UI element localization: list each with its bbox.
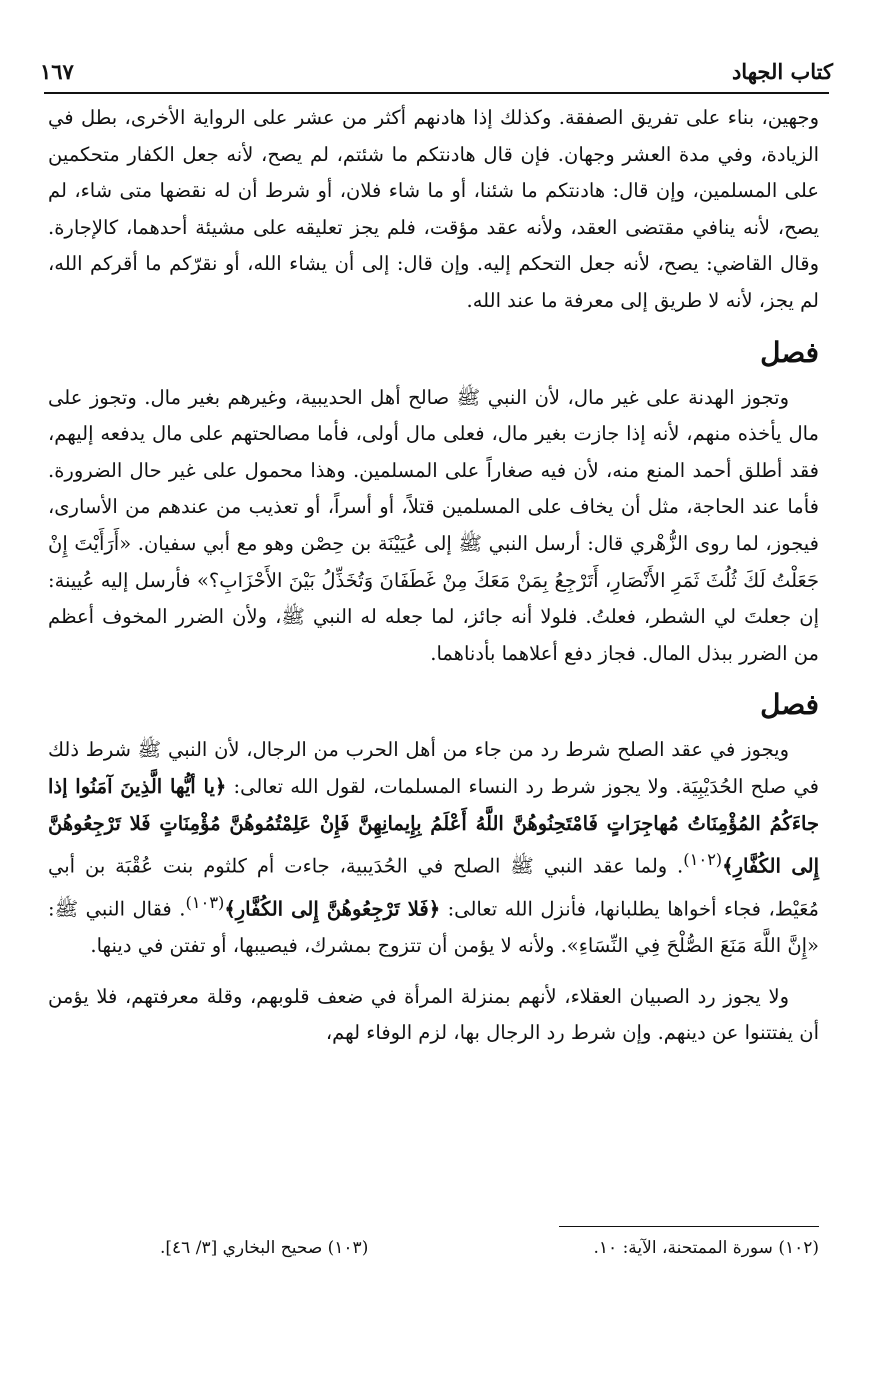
footnotes: [160, 1233, 819, 1263]
paragraph-3-text-c: . فقال النبي ﷺ: «إِنَّ اللَّهَ مَنَعَ الصُّلْحَ فِي النِّسَاءِ». ولأنه لا يؤمن أن تتزوج بمشرك، فيصيبها، أو تفتن في دينها.: [48, 897, 819, 958]
footnote-ref-103: (١٠٣): [185, 893, 225, 913]
page-header: [40, 38, 833, 84]
paragraph-3-text-b: . ولما عقد النبي ﷺ الصلح في الحُدَيبية، جاءت أم كلثوم بنت عُقْبَة بن أبي مُعَيْط، فجاء أخواها يطلبانها، فأنزل الله تعالى:: [48, 854, 819, 921]
section-title-2: فصل: [760, 688, 819, 722]
book-title: كتاب الجهاد: [731, 59, 833, 84]
paragraph-4: ولا يجوز رد الصبيان العقلاء، لأنهم بمنزلة المرأة في ضعف قلوبهم، وقلة معرفتهم، فلا يؤمن أن يفتتنوا عن دينهم. وإن شرط رد الرجال بها، لزم الوفاء لهم،: [48, 984, 819, 1045]
footnote-103: (١٠٣) صحيح البخاري [٣/ ٤٦].: [160, 1238, 369, 1258]
page-body: [48, 100, 819, 1052]
quran-verse-1: ﴿يا أيُّها الَّذِينَ آمَنُوا إذا جاءَكُمُ المُؤْمِنَاتُ مُهاجِرَاتٍ فَامْتَحِنُوهُنَّ اللَّهُ أَعْلَمُ بِإِيمانِهِنَّ فَإِنْ عَلِمْتُمُوهُنَّ مُؤْمِنَاتٍ فَلا تَرْجِعُوهُنَّ إِلى الكُفَّارِ﴾: [48, 774, 820, 878]
header-divider: [44, 92, 829, 94]
paragraph-3-text-a: ويجوز في عقد الصلح شرط رد من جاء من أهل الحرب من الرجال، لأن النبي ﷺ شرط ذلك في صلح الحُدَيْبِيَة. ولا يجوز شرط رد النساء المسلمات، لقول الله تعالى:: [48, 738, 819, 798]
footnote-divider: [559, 1226, 819, 1227]
paragraph-gap: [48, 965, 819, 979]
paragraph-3: [48, 732, 819, 965]
section-title-1: فصل: [760, 335, 819, 369]
quran-verse-2: ﴿فَلا تَرْجِعُوهُنَّ إِلى الكُفَّارِ﴾: [224, 897, 441, 921]
footnote-102: (١٠٢) سورة الممتحنة، الآية: ١٠.: [593, 1238, 819, 1258]
footnote-ref-102: (١٠٢): [683, 850, 723, 870]
paragraph-1: وجهين، بناء على تفريق الصفقة. وكذلك إذا هادنهم أكثر من عشر على الرواية الأخرى، بطل في الزيادة، وفي مدة العشر وجهان. فإن قال هادنتكم ما شئتم، لم يصح، لأنه جعل الكفار متحكمين على المسلمين، وإن قال: هادنتكم ما شئنا، أو ما شاء فلان، أو شرط أن له نقضها متى شاء، لم يصح، لأنه ينافي مقتضى العقد، ولأنه عقد مؤقت، فلم يجز تعليقه على مشيئة أحدهما، كالإجارة. وقال القاضي: يصح، لأنه جعل التحكم إليه. وإن قال: إلى أن يشاء الله، أو نقرّكم ما أقركم الله، لم يجز، لأنه لا طريق إلى معرفة ما عند الله.: [48, 106, 819, 312]
paragraph-2: وتجوز الهدنة على غير مال، لأن النبي ﷺ صالح أهل الحديبية، وغيرهم بغير مال. وتجوز على مال يأخذه منهم، لأنه إذا جازت بغير مال، فعلى مال أولى، فأما مصالحتهم على مال يدفعه إليهم، فقد أطلق أحمد المنع منه، لأن فيه صغاراً على المسلمين. وهذا محمول على غير حال الضرورة. فأما عند الحاجة، مثل أن يخاف على المسلمين قتلاً، أو أسراً، أو تعذيب من عندهم من الأسارى، فيجوز، لما روى الزُّهْري قال: أرسل النبي ﷺ إلى عُيَيْنَة بن حِصْن وهو مع أبي سفيان. «أَرَأَيْتَ إِنْ جَعَلْتُ لَكَ ثُلُثَ ثَمَرِ الأَنْصَارِ، أَتَرْجِعُ بِمَنْ مَعَكَ مِنْ غَطَفَانَ وَتُخَذِّلُ بَيْنَ الأَحْزَابِ؟» فأرسل إليه عُيينة: إن جعلتَ لي الشطر، فعلتُ. فلولا أنه جائز، لما جعله له النبي ﷺ، ولأن الضرر المخوف أعظم من الضرر ببذل المال. فجاز دفع أعلاهما بأدناهما.: [48, 385, 819, 665]
page-number: ١٦٧: [40, 59, 74, 84]
